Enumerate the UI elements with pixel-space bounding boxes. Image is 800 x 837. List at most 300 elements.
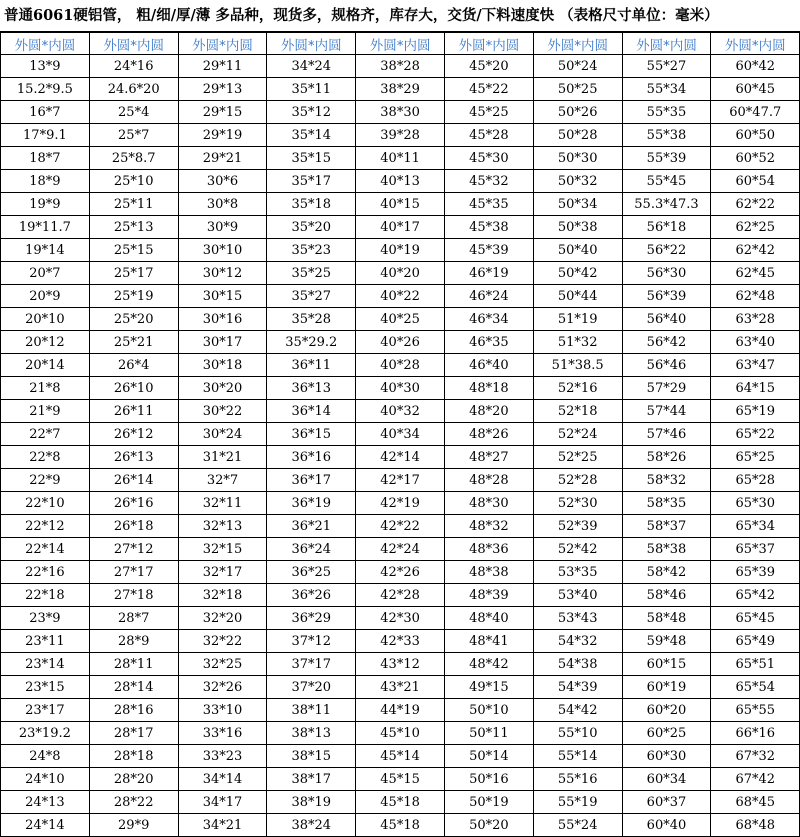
- size-cell: 24*10: [1, 768, 90, 791]
- size-cell: 60*42: [711, 55, 800, 78]
- size-cell: 22*8: [1, 446, 90, 469]
- size-cell: 55.3*47.3: [622, 193, 711, 216]
- size-cell: 50*24: [533, 55, 622, 78]
- size-cell: 56*40: [622, 308, 711, 331]
- size-cell: 48*36: [444, 538, 533, 561]
- size-cell: 67*32: [711, 745, 800, 768]
- size-cell: 45*20: [444, 55, 533, 78]
- size-cell: 33*10: [178, 699, 267, 722]
- size-cell: 22*18: [1, 584, 90, 607]
- size-cell: 68*48: [711, 814, 800, 837]
- size-cell: 46*40: [444, 354, 533, 377]
- size-cell: 50*34: [533, 193, 622, 216]
- column-header: 外圆*内圆: [622, 33, 711, 55]
- size-cell: 23*14: [1, 653, 90, 676]
- size-cell: 48*40: [444, 607, 533, 630]
- size-cell: 55*24: [533, 814, 622, 837]
- size-cell: 48*38: [444, 561, 533, 584]
- size-cell: 36*25: [267, 561, 356, 584]
- size-cell: 21*9: [1, 400, 90, 423]
- size-cell: 50*40: [533, 239, 622, 262]
- size-cell: 65*34: [711, 515, 800, 538]
- size-table: [0, 32, 800, 837]
- size-cell: 48*26: [444, 423, 533, 446]
- size-cell: 40*20: [356, 262, 445, 285]
- column-header: 外圆*内圆: [178, 33, 267, 55]
- size-cell: 26*10: [89, 377, 178, 400]
- size-cell: 23*11: [1, 630, 90, 653]
- size-cell: 50*10: [444, 699, 533, 722]
- size-cell: 38*11: [267, 699, 356, 722]
- size-cell: 35*25: [267, 262, 356, 285]
- size-cell: 58*37: [622, 515, 711, 538]
- size-cell: 55*14: [533, 745, 622, 768]
- size-cell: 60*50: [711, 124, 800, 147]
- size-cell: 40*19: [356, 239, 445, 262]
- size-cell: 36*14: [267, 400, 356, 423]
- size-cell: 42*19: [356, 492, 445, 515]
- size-cell: 57*29: [622, 377, 711, 400]
- size-cell: 50*19: [444, 791, 533, 814]
- size-cell: 40*34: [356, 423, 445, 446]
- size-cell: 65*30: [711, 492, 800, 515]
- size-cell: 52*25: [533, 446, 622, 469]
- size-cell: 36*15: [267, 423, 356, 446]
- size-cell: 60*30: [622, 745, 711, 768]
- size-cell: 52*16: [533, 377, 622, 400]
- size-cell: 25*19: [89, 285, 178, 308]
- size-cell: 35*28: [267, 308, 356, 331]
- size-cell: 38*17: [267, 768, 356, 791]
- size-cell: 36*13: [267, 377, 356, 400]
- size-cell: 40*26: [356, 331, 445, 354]
- size-cell: 60*25: [622, 722, 711, 745]
- size-cell: 60*37: [622, 791, 711, 814]
- size-cell: 45*25: [444, 101, 533, 124]
- size-cell: 24*16: [89, 55, 178, 78]
- size-cell: 28*22: [89, 791, 178, 814]
- size-cell: 40*17: [356, 216, 445, 239]
- size-cell: 50*20: [444, 814, 533, 837]
- size-cell: 56*30: [622, 262, 711, 285]
- size-cell: 30*16: [178, 308, 267, 331]
- size-cell: 60*45: [711, 78, 800, 101]
- size-cell: 23*15: [1, 676, 90, 699]
- size-cell: 38*29: [356, 78, 445, 101]
- size-cell: 58*48: [622, 607, 711, 630]
- size-cell: 52*18: [533, 400, 622, 423]
- column-header: 外圆*内圆: [267, 33, 356, 55]
- table-row: [1, 78, 800, 101]
- size-cell: 48*32: [444, 515, 533, 538]
- size-cell: 65*49: [711, 630, 800, 653]
- size-cell: 35*23: [267, 239, 356, 262]
- size-cell: 50*26: [533, 101, 622, 124]
- size-cell: 45*32: [444, 170, 533, 193]
- size-cell: 48*42: [444, 653, 533, 676]
- size-cell: 26*11: [89, 400, 178, 423]
- size-cell: 38*24: [267, 814, 356, 837]
- size-cell: 32*7: [178, 469, 267, 492]
- size-cell: 58*26: [622, 446, 711, 469]
- size-cell: 25*10: [89, 170, 178, 193]
- size-cell: 45*18: [356, 814, 445, 837]
- size-cell: 65*39: [711, 561, 800, 584]
- size-cell: 56*18: [622, 216, 711, 239]
- table-row: [1, 216, 800, 239]
- size-cell: 45*15: [356, 768, 445, 791]
- size-cell: 50*30: [533, 147, 622, 170]
- size-cell: 40*13: [356, 170, 445, 193]
- size-cell: 43*21: [356, 676, 445, 699]
- size-cell: 22*10: [1, 492, 90, 515]
- size-cell: 60*52: [711, 147, 800, 170]
- size-cell: 28*14: [89, 676, 178, 699]
- size-cell: 42*17: [356, 469, 445, 492]
- size-cell: 28*20: [89, 768, 178, 791]
- size-cell: 55*27: [622, 55, 711, 78]
- size-cell: 25*15: [89, 239, 178, 262]
- table-row: [1, 676, 800, 699]
- size-cell: 52*42: [533, 538, 622, 561]
- size-cell: 50*32: [533, 170, 622, 193]
- size-cell: 52*24: [533, 423, 622, 446]
- size-cell: 22*12: [1, 515, 90, 538]
- size-cell: 28*17: [89, 722, 178, 745]
- size-cell: 25*13: [89, 216, 178, 239]
- size-cell: 50*42: [533, 262, 622, 285]
- size-cell: 53*43: [533, 607, 622, 630]
- table-row: [1, 239, 800, 262]
- size-cell: 30*24: [178, 423, 267, 446]
- size-cell: 58*42: [622, 561, 711, 584]
- table-row: [1, 262, 800, 285]
- column-header: 外圆*内圆: [711, 33, 800, 55]
- size-cell: 28*11: [89, 653, 178, 676]
- size-cell: 30*6: [178, 170, 267, 193]
- size-cell: 31*21: [178, 446, 267, 469]
- size-cell: 50*28: [533, 124, 622, 147]
- size-cell: 65*45: [711, 607, 800, 630]
- size-cell: 54*39: [533, 676, 622, 699]
- size-cell: 23*9: [1, 607, 90, 630]
- size-cell: 46*24: [444, 285, 533, 308]
- size-cell: 63*47: [711, 354, 800, 377]
- column-header: 外圆*内圆: [89, 33, 178, 55]
- size-cell: 40*25: [356, 308, 445, 331]
- size-cell: 28*16: [89, 699, 178, 722]
- size-cell: 43*12: [356, 653, 445, 676]
- size-cell: 29*19: [178, 124, 267, 147]
- size-cell: 60*19: [622, 676, 711, 699]
- size-cell: 60*20: [622, 699, 711, 722]
- size-cell: 56*22: [622, 239, 711, 262]
- table-row: [1, 561, 800, 584]
- size-cell: 22*7: [1, 423, 90, 446]
- size-cell: 27*18: [89, 584, 178, 607]
- size-cell: 62*48: [711, 285, 800, 308]
- table-body: [1, 55, 800, 837]
- size-cell: 32*25: [178, 653, 267, 676]
- size-cell: 36*21: [267, 515, 356, 538]
- size-cell: 65*22: [711, 423, 800, 446]
- size-cell: 46*34: [444, 308, 533, 331]
- size-cell: 50*25: [533, 78, 622, 101]
- size-cell: 34*21: [178, 814, 267, 837]
- size-cell: 37*17: [267, 653, 356, 676]
- size-cell: 54*42: [533, 699, 622, 722]
- size-cell: 27*12: [89, 538, 178, 561]
- size-cell: 50*16: [444, 768, 533, 791]
- size-cell: 56*42: [622, 331, 711, 354]
- size-cell: 65*51: [711, 653, 800, 676]
- size-cell: 42*14: [356, 446, 445, 469]
- size-cell: 63*40: [711, 331, 800, 354]
- size-cell: 45*35: [444, 193, 533, 216]
- size-cell: 35*20: [267, 216, 356, 239]
- size-cell: 22*16: [1, 561, 90, 584]
- size-cell: 45*18: [356, 791, 445, 814]
- size-cell: 50*38: [533, 216, 622, 239]
- size-cell: 60*40: [622, 814, 711, 837]
- size-cell: 54*32: [533, 630, 622, 653]
- size-cell: 37*12: [267, 630, 356, 653]
- size-cell: 27*17: [89, 561, 178, 584]
- size-cell: 51*32: [533, 331, 622, 354]
- size-cell: 65*42: [711, 584, 800, 607]
- size-cell: 45*39: [444, 239, 533, 262]
- size-cell: 48*30: [444, 492, 533, 515]
- size-cell: 40*11: [356, 147, 445, 170]
- size-cell: 36*11: [267, 354, 356, 377]
- size-cell: 19*9: [1, 193, 90, 216]
- size-cell: 21*8: [1, 377, 90, 400]
- size-cell: 40*32: [356, 400, 445, 423]
- size-cell: 29*21: [178, 147, 267, 170]
- size-cell: 38*28: [356, 55, 445, 78]
- size-cell: 42*26: [356, 561, 445, 584]
- size-cell: 25*7: [89, 124, 178, 147]
- size-cell: 65*54: [711, 676, 800, 699]
- size-cell: 34*24: [267, 55, 356, 78]
- size-cell: 19*14: [1, 239, 90, 262]
- table-row: [1, 423, 800, 446]
- size-cell: 18*7: [1, 147, 90, 170]
- size-cell: 23*17: [1, 699, 90, 722]
- size-cell: 35*14: [267, 124, 356, 147]
- size-cell: 20*7: [1, 262, 90, 285]
- table-row: [1, 722, 800, 745]
- table-row: [1, 469, 800, 492]
- size-cell: 54*38: [533, 653, 622, 676]
- size-cell: 36*19: [267, 492, 356, 515]
- size-cell: 34*14: [178, 768, 267, 791]
- size-cell: 42*22: [356, 515, 445, 538]
- size-cell: 42*24: [356, 538, 445, 561]
- size-cell: 55*45: [622, 170, 711, 193]
- size-cell: 30*8: [178, 193, 267, 216]
- size-cell: 25*4: [89, 101, 178, 124]
- size-cell: 26*18: [89, 515, 178, 538]
- size-cell: 30*10: [178, 239, 267, 262]
- table-row: [1, 147, 800, 170]
- size-cell: 23*19.2: [1, 722, 90, 745]
- size-cell: 25*17: [89, 262, 178, 285]
- size-cell: 45*30: [444, 147, 533, 170]
- size-cell: 58*35: [622, 492, 711, 515]
- page-title: 普通6061硬铝管， 粗/细/厚/薄 多品种，现货多，规格齐，库存大，交货/下料速度快 （表格尺寸单位：毫米）: [0, 0, 800, 32]
- size-cell: 35*18: [267, 193, 356, 216]
- size-cell: 57*46: [622, 423, 711, 446]
- size-cell: 32*11: [178, 492, 267, 515]
- column-header: 外圆*内圆: [1, 33, 90, 55]
- size-cell: 17*9.1: [1, 124, 90, 147]
- header-row: [1, 33, 800, 55]
- size-cell: 35*11: [267, 78, 356, 101]
- size-cell: 42*33: [356, 630, 445, 653]
- size-cell: 26*12: [89, 423, 178, 446]
- size-cell: 55*19: [533, 791, 622, 814]
- size-cell: 32*20: [178, 607, 267, 630]
- table-row: [1, 630, 800, 653]
- size-cell: 60*54: [711, 170, 800, 193]
- size-cell: 56*46: [622, 354, 711, 377]
- size-cell: 56*39: [622, 285, 711, 308]
- size-cell: 60*15: [622, 653, 711, 676]
- size-cell: 55*10: [533, 722, 622, 745]
- size-cell: 44*19: [356, 699, 445, 722]
- column-header: 外圆*内圆: [356, 33, 445, 55]
- size-cell: 62*25: [711, 216, 800, 239]
- size-cell: 66*16: [711, 722, 800, 745]
- table-row: [1, 584, 800, 607]
- size-cell: 13*9: [1, 55, 90, 78]
- size-cell: 62*45: [711, 262, 800, 285]
- size-cell: 48*27: [444, 446, 533, 469]
- size-cell: 42*30: [356, 607, 445, 630]
- size-cell: 52*28: [533, 469, 622, 492]
- size-cell: 29*13: [178, 78, 267, 101]
- table-row: [1, 55, 800, 78]
- table-row: [1, 377, 800, 400]
- size-cell: 65*55: [711, 699, 800, 722]
- size-cell: 25*21: [89, 331, 178, 354]
- size-cell: 30*20: [178, 377, 267, 400]
- size-cell: 55*38: [622, 124, 711, 147]
- size-cell: 45*38: [444, 216, 533, 239]
- size-cell: 33*23: [178, 745, 267, 768]
- size-cell: 49*15: [444, 676, 533, 699]
- size-cell: 15.2*9.5: [1, 78, 90, 101]
- size-cell: 65*28: [711, 469, 800, 492]
- size-cell: 38*19: [267, 791, 356, 814]
- size-cell: 30*12: [178, 262, 267, 285]
- size-cell: 48*28: [444, 469, 533, 492]
- table-row: [1, 308, 800, 331]
- size-cell: 26*14: [89, 469, 178, 492]
- table-row: [1, 538, 800, 561]
- size-cell: 25*11: [89, 193, 178, 216]
- size-cell: 35*27: [267, 285, 356, 308]
- table-row: [1, 193, 800, 216]
- table-row: [1, 768, 800, 791]
- size-cell: 32*13: [178, 515, 267, 538]
- size-cell: 24*8: [1, 745, 90, 768]
- size-cell: 18*9: [1, 170, 90, 193]
- size-cell: 65*19: [711, 400, 800, 423]
- size-cell: 30*17: [178, 331, 267, 354]
- size-cell: 39*28: [356, 124, 445, 147]
- column-header: 外圆*内圆: [444, 33, 533, 55]
- size-cell: 32*18: [178, 584, 267, 607]
- size-cell: 30*18: [178, 354, 267, 377]
- size-cell: 20*9: [1, 285, 90, 308]
- table-row: [1, 170, 800, 193]
- column-header: 外圆*内圆: [533, 33, 622, 55]
- size-cell: 34*17: [178, 791, 267, 814]
- size-cell: 46*19: [444, 262, 533, 285]
- size-cell: 24.6*20: [89, 78, 178, 101]
- size-cell: 46*35: [444, 331, 533, 354]
- table-row: [1, 101, 800, 124]
- size-cell: 45*10: [356, 722, 445, 745]
- size-cell: 28*9: [89, 630, 178, 653]
- size-cell: 65*37: [711, 538, 800, 561]
- size-cell: 16*7: [1, 101, 90, 124]
- table-row: [1, 745, 800, 768]
- size-cell: 32*22: [178, 630, 267, 653]
- size-cell: 50*44: [533, 285, 622, 308]
- size-cell: 55*16: [533, 768, 622, 791]
- size-cell: 55*35: [622, 101, 711, 124]
- size-cell: 36*16: [267, 446, 356, 469]
- size-cell: 36*29: [267, 607, 356, 630]
- size-cell: 58*38: [622, 538, 711, 561]
- table-row: [1, 607, 800, 630]
- size-cell: 45*14: [356, 745, 445, 768]
- table-row: [1, 124, 800, 147]
- size-cell: 51*19: [533, 308, 622, 331]
- size-cell: 40*30: [356, 377, 445, 400]
- size-cell: 30*22: [178, 400, 267, 423]
- size-cell: 29*15: [178, 101, 267, 124]
- size-cell: 68*45: [711, 791, 800, 814]
- size-cell: 40*22: [356, 285, 445, 308]
- size-cell: 25*20: [89, 308, 178, 331]
- size-cell: 53*40: [533, 584, 622, 607]
- size-cell: 58*46: [622, 584, 711, 607]
- size-cell: 38*13: [267, 722, 356, 745]
- table-row: [1, 400, 800, 423]
- table-row: [1, 653, 800, 676]
- size-cell: 58*32: [622, 469, 711, 492]
- table-row: [1, 354, 800, 377]
- size-cell: 35*15: [267, 147, 356, 170]
- size-cell: 30*15: [178, 285, 267, 308]
- size-cell: 20*14: [1, 354, 90, 377]
- table-row: [1, 285, 800, 308]
- size-cell: 25*8.7: [89, 147, 178, 170]
- table-row: [1, 331, 800, 354]
- size-cell: 52*30: [533, 492, 622, 515]
- size-cell: 48*20: [444, 400, 533, 423]
- size-cell: 24*14: [1, 814, 90, 837]
- size-cell: 50*11: [444, 722, 533, 745]
- table-row: [1, 492, 800, 515]
- size-cell: 48*41: [444, 630, 533, 653]
- size-cell: 62*22: [711, 193, 800, 216]
- size-cell: 22*9: [1, 469, 90, 492]
